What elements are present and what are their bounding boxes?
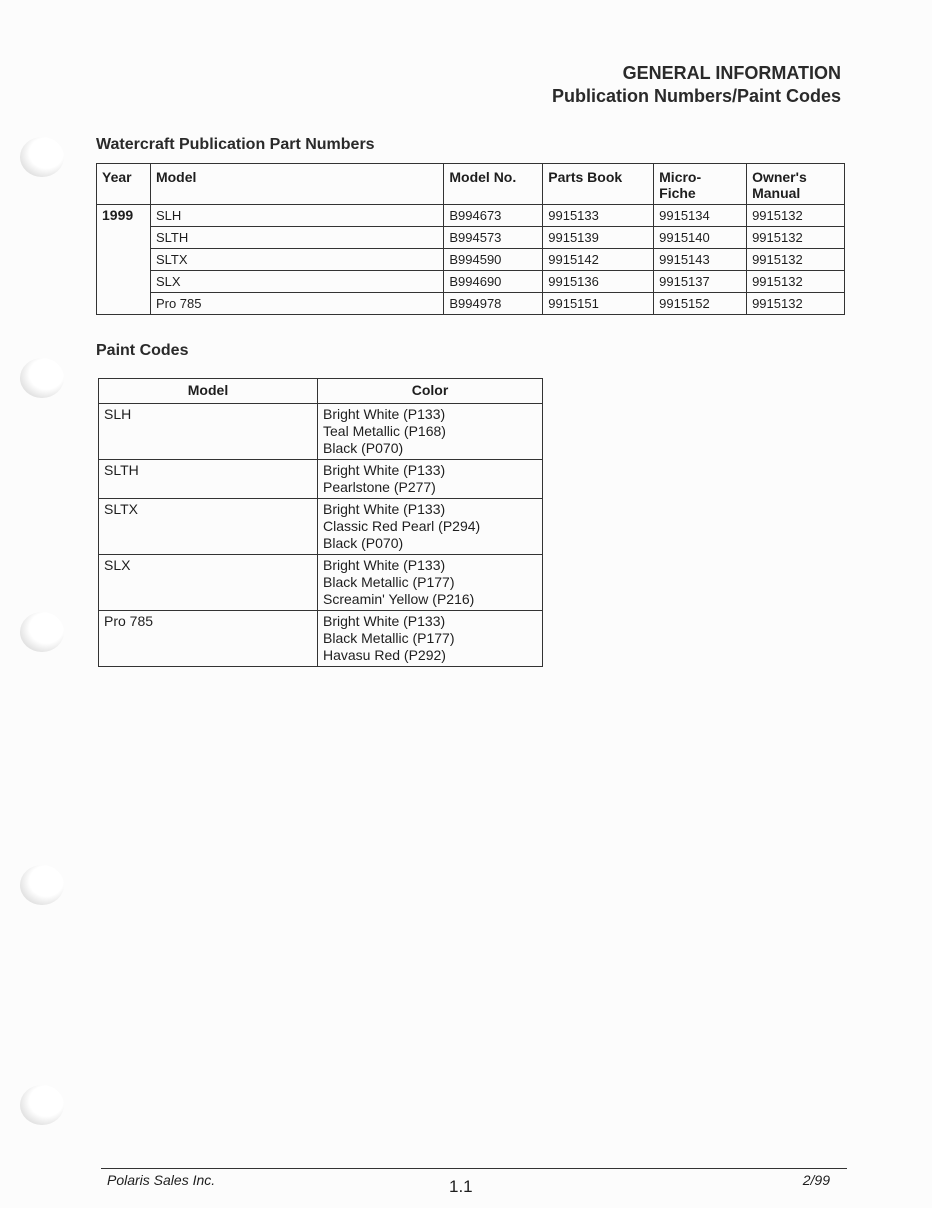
model-cell: SLTX bbox=[99, 499, 318, 555]
table-row bbox=[99, 611, 543, 667]
col-header-model-no: Model No. bbox=[444, 164, 543, 205]
color-entry: Havasu Red (P292) bbox=[323, 647, 446, 663]
paint-codes-table bbox=[98, 378, 543, 667]
color-entry: Bright White (P133) bbox=[323, 613, 446, 629]
parts-book-cell: 9915142 bbox=[543, 249, 654, 271]
color-cell bbox=[318, 460, 543, 499]
color-cell bbox=[318, 555, 543, 611]
model-no-cell: B994573 bbox=[444, 227, 543, 249]
parts-book-cell: 9915139 bbox=[543, 227, 654, 249]
table-row bbox=[99, 460, 543, 499]
color-cell bbox=[318, 404, 543, 460]
color-entry: Teal Metallic (P168) bbox=[323, 423, 446, 439]
table-row bbox=[97, 249, 845, 271]
owners-manual-cell: 9915132 bbox=[747, 271, 845, 293]
table-row bbox=[97, 227, 845, 249]
model-cell: SLTH bbox=[150, 227, 443, 249]
model-cell: SLH bbox=[150, 205, 443, 227]
model-no-cell: B994673 bbox=[444, 205, 543, 227]
col-header-model: Model bbox=[150, 164, 443, 205]
parts-book-cell: 9915133 bbox=[543, 205, 654, 227]
model-cell: SLTX bbox=[150, 249, 443, 271]
model-cell: SLH bbox=[99, 404, 318, 460]
micro-fiche-cell: 9915140 bbox=[654, 227, 747, 249]
header-subtitle: Publication Numbers/Paint Codes bbox=[551, 86, 841, 106]
table-row bbox=[97, 271, 845, 293]
micro-fiche-cell: 9915143 bbox=[654, 249, 747, 271]
micro-fiche-cell: 9915152 bbox=[654, 293, 747, 315]
color-entry: Classic Red Pearl (P294) bbox=[323, 518, 481, 534]
color-entry: Black (P070) bbox=[323, 440, 404, 456]
model-no-cell: B994590 bbox=[444, 249, 543, 271]
col-header-color: Color bbox=[318, 379, 543, 404]
header-title: GENERAL INFORMATION bbox=[622, 63, 841, 83]
col-header-micro-fiche: Micro- Fiche bbox=[654, 164, 747, 205]
col-header-year: Year bbox=[97, 164, 151, 205]
table-row bbox=[99, 499, 543, 555]
color-entry: Bright White (P133) bbox=[323, 462, 446, 478]
publications-title: Watercraft Publication Part Numbers bbox=[96, 136, 375, 153]
page-number: 1.1 bbox=[449, 1177, 473, 1196]
col-header-model: Model bbox=[99, 379, 318, 404]
owners-manual-cell: 9915132 bbox=[747, 205, 845, 227]
binder-hole bbox=[20, 612, 64, 652]
footer-date: 2/99 bbox=[802, 1172, 830, 1188]
table-row bbox=[97, 293, 845, 315]
binder-hole bbox=[20, 865, 64, 905]
color-entry: Bright White (P133) bbox=[323, 406, 446, 422]
model-cell: Pro 785 bbox=[99, 611, 318, 667]
owners-manual-cell: 9915132 bbox=[747, 249, 845, 271]
owners-manual-cell: 9915132 bbox=[747, 293, 845, 315]
binder-hole bbox=[20, 358, 64, 398]
paint-codes-title: Paint Codes bbox=[96, 342, 189, 359]
col-header-parts-book: Parts Book bbox=[543, 164, 654, 205]
publications-table bbox=[96, 163, 845, 315]
color-entry: Black (P070) bbox=[323, 535, 404, 551]
table-row bbox=[97, 205, 845, 227]
color-entry: Black Metallic (P177) bbox=[323, 574, 455, 590]
col-header-owners-manual: Owner's Manual bbox=[747, 164, 845, 205]
color-cell bbox=[318, 499, 543, 555]
table-row bbox=[99, 555, 543, 611]
model-cell: Pro 785 bbox=[150, 293, 443, 315]
footer-divider bbox=[101, 1168, 847, 1169]
page-header bbox=[552, 62, 841, 108]
micro-fiche-cell: 9915134 bbox=[654, 205, 747, 227]
color-entry: Black Metallic (P177) bbox=[323, 630, 455, 646]
model-cell: SLX bbox=[99, 555, 318, 611]
color-entry: Bright White (P133) bbox=[323, 501, 446, 517]
color-entry: Screamin' Yellow (P216) bbox=[323, 591, 475, 607]
color-entry: Bright White (P133) bbox=[323, 557, 446, 573]
color-entry: Pearlstone (P277) bbox=[323, 479, 436, 495]
model-no-cell: B994978 bbox=[444, 293, 543, 315]
parts-book-cell: 9915151 bbox=[543, 293, 654, 315]
table-header-row bbox=[99, 379, 543, 404]
binder-hole bbox=[20, 137, 64, 177]
footer-publisher: Polaris Sales Inc. bbox=[107, 1172, 216, 1188]
parts-book-cell: 9915136 bbox=[543, 271, 654, 293]
owners-manual-cell: 9915132 bbox=[747, 227, 845, 249]
color-cell bbox=[318, 611, 543, 667]
model-cell: SLTH bbox=[99, 460, 318, 499]
table-header-row bbox=[97, 164, 845, 205]
table-row bbox=[99, 404, 543, 460]
binder-hole bbox=[20, 1085, 64, 1125]
micro-fiche-cell: 9915137 bbox=[654, 271, 747, 293]
year-cell: 1999 bbox=[97, 205, 151, 315]
model-no-cell: B994690 bbox=[444, 271, 543, 293]
model-cell: SLX bbox=[150, 271, 443, 293]
